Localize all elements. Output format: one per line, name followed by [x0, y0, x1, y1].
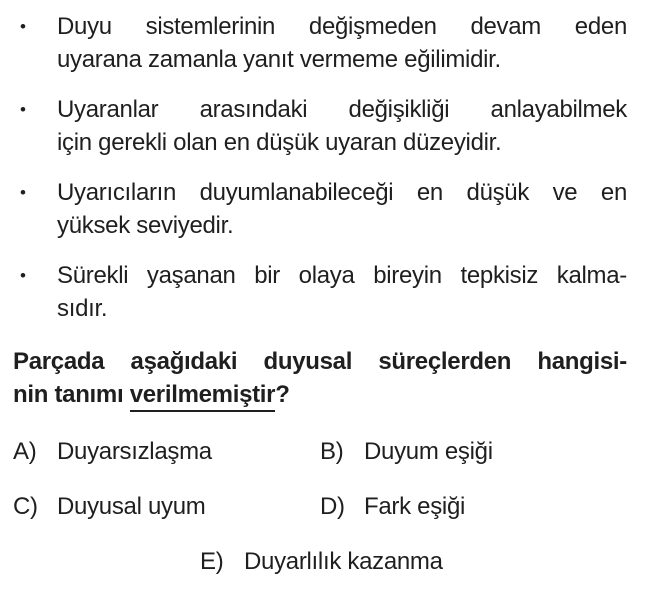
bullet-3-line-2: yüksek seviyedir.	[57, 212, 234, 239]
stem-underlined-word: verilmemiştir	[130, 381, 276, 412]
bullet-2-line-2: için gerekli olan en düşük uyaran düzeyidir.	[57, 129, 502, 156]
option-row-1	[13, 435, 627, 468]
option-a-letter: A)	[13, 438, 37, 465]
option-c-label: Duyusal uyum	[57, 493, 206, 520]
answer-options	[13, 435, 627, 578]
option-a-label: Duyarsızlaşma	[57, 438, 212, 465]
option-e[interactable]	[200, 545, 545, 578]
option-d[interactable]	[320, 490, 627, 523]
question-stem-line-2	[13, 378, 627, 411]
bullet-item-1	[13, 10, 627, 76]
bullet-icon: •	[20, 17, 26, 36]
bullet-4-line-2: sıdır.	[57, 295, 108, 322]
bullet-item-2	[13, 93, 627, 159]
option-d-letter: D)	[320, 493, 345, 520]
bullet-2-line-1: Uyaranlar arasındaki değişikliği anlayabilmek	[57, 96, 627, 123]
stem-question-mark: ?	[275, 381, 290, 408]
definition-bullet-list	[13, 10, 627, 325]
option-b-label: Duyum eşiği	[364, 438, 493, 465]
option-c-letter: C)	[13, 493, 38, 520]
question-stem	[13, 345, 627, 411]
bullet-4-line-1: Sürekli yaşanan bir olaya bireyin tepkisiz kalma-	[57, 262, 627, 289]
bullet-icon: •	[20, 100, 26, 119]
option-row-2	[13, 490, 627, 523]
option-e-label: Duyarlılık kazanma	[244, 548, 443, 575]
stem-text-before: nin tanımı	[13, 381, 130, 408]
bullet-1-line-1: Duyu sistemlerinin değişmeden devam eden	[57, 13, 627, 40]
option-d-label: Fark eşiği	[364, 493, 466, 520]
bullet-item-4	[13, 259, 627, 325]
option-a[interactable]	[13, 435, 320, 468]
question-stem-line-1: Parçada aşağıdaki duyusal süreçlerden hangisi-	[13, 348, 627, 375]
option-b[interactable]	[320, 435, 627, 468]
option-c[interactable]	[13, 490, 320, 523]
bullet-icon: •	[20, 183, 26, 202]
bullet-icon: •	[20, 266, 26, 285]
bullet-item-3	[13, 176, 627, 242]
option-row-3	[13, 545, 627, 578]
option-e-letter: E)	[200, 548, 224, 575]
option-b-letter: B)	[320, 438, 344, 465]
bullet-1-line-2: uyarana zamanla yanıt vermeme eğilimidir.	[57, 46, 501, 73]
bullet-3-line-1: Uyarıcıların duyumlanabileceği en düşük ve en	[57, 179, 627, 206]
